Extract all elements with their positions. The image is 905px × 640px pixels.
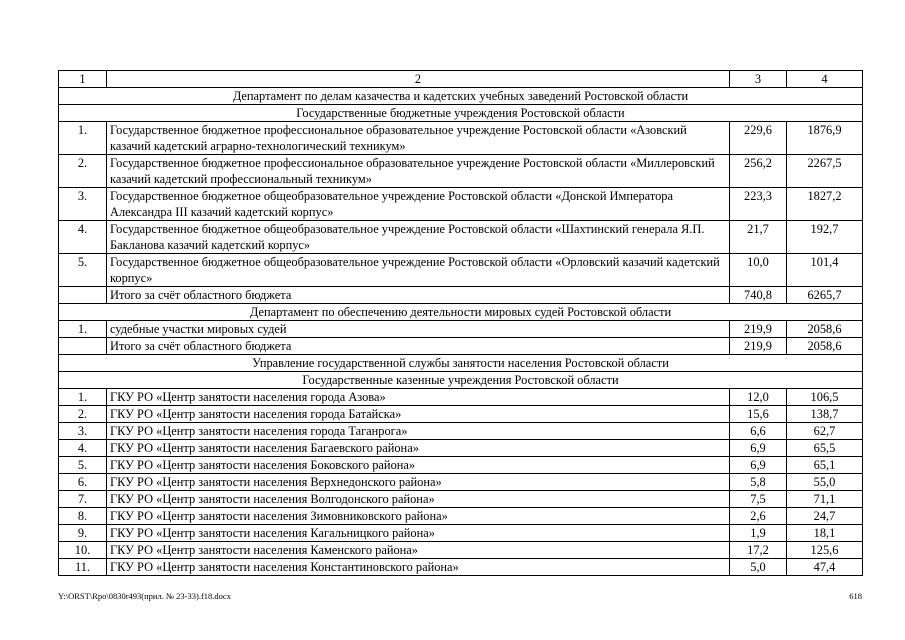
- section2-title-text: Департамент по обеспечению деятельности мировых судей Ростовской области: [59, 304, 863, 321]
- table-row: [59, 508, 863, 525]
- row-value-col3: 5,0: [730, 559, 787, 576]
- row-name: ГКУ РО «Центр занятости населения Волгодонского района»: [107, 491, 730, 508]
- total-label: Итого за счёт областного бюджета: [107, 338, 730, 355]
- table-row: [59, 321, 863, 338]
- row-number: 4.: [59, 221, 107, 254]
- row-value-col3: 21,7: [730, 221, 787, 254]
- row-name: ГКУ РО «Центр занятости населения города Азова»: [107, 389, 730, 406]
- table-row: [59, 457, 863, 474]
- section3-title-text: Управление государственной службы занятости населения Ростовской области: [59, 355, 863, 372]
- table-row: [59, 254, 863, 287]
- row-name: Государственное бюджетное профессиональное образовательное учреждение Ростовской области «Миллеровский казачий кадетский профессиональный техникум»: [107, 155, 730, 188]
- row-value-col4: 62,7: [787, 423, 863, 440]
- section2-title: [59, 304, 863, 321]
- table-row: [59, 542, 863, 559]
- row-value-col3: 6,9: [730, 457, 787, 474]
- row-name: Государственное бюджетное профессиональное образовательное учреждение Ростовской области «Азовский казачий кадетский аграрно-технологический техникум»: [107, 122, 730, 155]
- table-row: [59, 474, 863, 491]
- row-value-col4: 138,7: [787, 406, 863, 423]
- footer-file-path: Y:\ORST\Rpo\0830r493(прил. № 23-33).f18.docx: [58, 591, 231, 601]
- row-value-col4: 2267,5: [787, 155, 863, 188]
- section1-subtitle-text: Государственные бюджетные учреждения Ростовской области: [59, 105, 863, 122]
- row-name: ГКУ РО «Центр занятости населения города Таганрога»: [107, 423, 730, 440]
- row-value-col4: 55,0: [787, 474, 863, 491]
- row-value-col3: 223,3: [730, 188, 787, 221]
- header-col-4: 4: [787, 71, 863, 88]
- row-value-col4: 106,5: [787, 389, 863, 406]
- section3-title: [59, 355, 863, 372]
- row-value-col3: 229,6: [730, 122, 787, 155]
- total-value-col4: 6265,7: [787, 287, 863, 304]
- table-row: [59, 406, 863, 423]
- row-number: 2.: [59, 406, 107, 423]
- row-name: Государственное бюджетное общеобразовательное учреждение Ростовской области «Шахтинский генерала Я.П. Бакланова казачий кадетский корпус»: [107, 221, 730, 254]
- row-name: ГКУ РО «Центр занятости населения Кагальницкого района»: [107, 525, 730, 542]
- table-row: [59, 389, 863, 406]
- row-value-col4: 71,1: [787, 491, 863, 508]
- row-value-col4: 1876,9: [787, 122, 863, 155]
- total-empty: [59, 287, 107, 304]
- row-value-col4: 192,7: [787, 221, 863, 254]
- header-row: [59, 71, 863, 88]
- row-value-col3: 7,5: [730, 491, 787, 508]
- header-col-2: 2: [107, 71, 730, 88]
- row-value-col4: 2058,6: [787, 321, 863, 338]
- total-row: [59, 287, 863, 304]
- table-row: [59, 188, 863, 221]
- row-number: 6.: [59, 474, 107, 491]
- table-row: [59, 525, 863, 542]
- footer-page-number: 618: [849, 591, 862, 601]
- total-label: Итого за счёт областного бюджета: [107, 287, 730, 304]
- row-value-col4: 65,1: [787, 457, 863, 474]
- table-row: [59, 559, 863, 576]
- row-number: 4.: [59, 440, 107, 457]
- row-name: ГКУ РО «Центр занятости населения Константиновского района»: [107, 559, 730, 576]
- row-name: ГКУ РО «Центр занятости населения Багаевского района»: [107, 440, 730, 457]
- row-value-col3: 6,6: [730, 423, 787, 440]
- row-value-col4: 24,7: [787, 508, 863, 525]
- row-number: 1.: [59, 389, 107, 406]
- row-value-col4: 47,4: [787, 559, 863, 576]
- table-row: [59, 122, 863, 155]
- table-row: [59, 491, 863, 508]
- row-value-col3: 15,6: [730, 406, 787, 423]
- row-number: 7.: [59, 491, 107, 508]
- row-value-col3: 219,9: [730, 321, 787, 338]
- row-number: 5.: [59, 457, 107, 474]
- row-number: 3.: [59, 423, 107, 440]
- row-number: 1.: [59, 122, 107, 155]
- section1-subtitle: [59, 105, 863, 122]
- row-name: ГКУ РО «Центр занятости населения Зимовниковского района»: [107, 508, 730, 525]
- table-row: [59, 221, 863, 254]
- row-number: 10.: [59, 542, 107, 559]
- section1-title-text: Департамент по делам казачества и кадетских учебных заведений Ростовской области: [59, 88, 863, 105]
- row-value-col3: 10,0: [730, 254, 787, 287]
- row-value-col3: 12,0: [730, 389, 787, 406]
- header-col-3: 3: [730, 71, 787, 88]
- header-col-1: 1: [59, 71, 107, 88]
- total-row: [59, 338, 863, 355]
- row-name: судебные участки мировых судей: [107, 321, 730, 338]
- budget-table: [58, 70, 863, 576]
- row-name: Государственное бюджетное общеобразовательное учреждение Ростовской области «Донской Императора Александра III казачий кадетский корпус»: [107, 188, 730, 221]
- row-value-col3: 5,8: [730, 474, 787, 491]
- section3-subtitle: [59, 372, 863, 389]
- row-value-col4: 1827,2: [787, 188, 863, 221]
- row-value-col4: 101,4: [787, 254, 863, 287]
- row-name: ГКУ РО «Центр занятости населения Каменского района»: [107, 542, 730, 559]
- row-number: 1.: [59, 321, 107, 338]
- row-value-col3: 17,2: [730, 542, 787, 559]
- row-value-col4: 65,5: [787, 440, 863, 457]
- row-value-col4: 18,1: [787, 525, 863, 542]
- row-value-col3: 2,6: [730, 508, 787, 525]
- total-value-col3: 219,9: [730, 338, 787, 355]
- table-row: [59, 423, 863, 440]
- row-value-col3: 256,2: [730, 155, 787, 188]
- section3-subtitle-text: Государственные казенные учреждения Ростовской области: [59, 372, 863, 389]
- row-number: 3.: [59, 188, 107, 221]
- row-value-col3: 6,9: [730, 440, 787, 457]
- row-number: 5.: [59, 254, 107, 287]
- section1-title: [59, 88, 863, 105]
- row-number: 8.: [59, 508, 107, 525]
- table-row: [59, 155, 863, 188]
- row-name: ГКУ РО «Центр занятости населения города Батайска»: [107, 406, 730, 423]
- row-value-col3: 1,9: [730, 525, 787, 542]
- row-name: ГКУ РО «Центр занятости населения Боковского района»: [107, 457, 730, 474]
- total-empty: [59, 338, 107, 355]
- total-value-col3: 740,8: [730, 287, 787, 304]
- table-row: [59, 440, 863, 457]
- row-value-col4: 125,6: [787, 542, 863, 559]
- row-number: 9.: [59, 525, 107, 542]
- row-number: 11.: [59, 559, 107, 576]
- total-value-col4: 2058,6: [787, 338, 863, 355]
- row-name: ГКУ РО «Центр занятости населения Верхнедонского района»: [107, 474, 730, 491]
- row-number: 2.: [59, 155, 107, 188]
- row-name: Государственное бюджетное общеобразовательное учреждение Ростовской области «Орловский казачий кадетский корпус»: [107, 254, 730, 287]
